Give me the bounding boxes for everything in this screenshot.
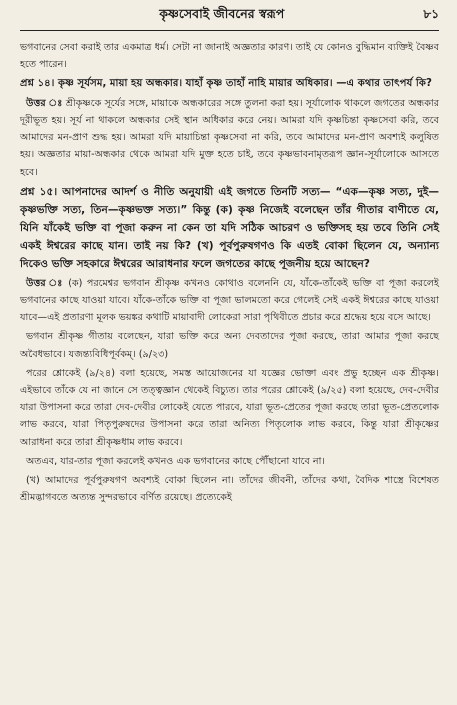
paragraph-text: পরের শ্লোকেই (৯/২৪) বলা হয়েছে, সমস্ত আয়োজনের যা যজ্ঞের ভোক্তা এবং প্রভু হচ্ছেন এক শ্রীকৃষ্ণ। এইভাবে তাঁকে যে না জানে সে তত্ত্বজ্ঞান থেকেই বিচ্যুত। তার পরের শ্লোকেই (৯/২৫) বলা হয়েছে, দেব-দেবীর যারা উপাসনা করে তারা দেব-দেবীর লোকেই যেতে পারবে, যারা ভূত-প্রেতের পূজা করছে তারা ভূত-প্রেতলোক লাভ করবে, যারা পিতৃপুরুষদের উপাসনা করে তারা অনিত্য পিতৃলোক লাভ করবে, কিন্তু যারা শ্রীকৃষ্ণের আরাধনা করে তারা শ্রীকৃষ্ণধাম লাভ করবে।	[20, 367, 439, 448]
question-15	[20, 183, 439, 273]
paragraph-text: ভগবান শ্রীকৃষ্ণ গীতায় বলেছেন, যারা ভক্তি করে অন্য দেবতাদের পূজা করছে, তারা আমার পূজা করছে অবৈধভাবে। যজন্ত্যবিধিপূর্বকম্। (৯/২৩)	[20, 331, 439, 360]
page-header	[20, 6, 439, 28]
header-rule	[20, 30, 439, 31]
paragraph-conclusion	[20, 453, 439, 470]
answer-text: (ক) পরমেশ্বর ভগবান শ্রীকৃষ্ণ কখনও কোথাও বলেননি যে, যাঁকে-তাঁকেই ভক্তি বা পূজা করলেই ভগবানের কাছে যাওয়া যাবে। যাঁকে-তাঁকে ভক্তি বা পূজা ভালমতো করে গেলেই সেই একই ঈশ্বরের কাছে যাওয়া যাবে—এই প্রতারণা মূলক ভয়ঙ্কর কথাটি মায়াবাদী লোকেরা সারা পৃথিবীতে প্রচার করে শ্রদ্ধেয় হয়ে বসে আছে।	[20, 277, 439, 324]
paragraph-text: (খ) আমাদের পূর্বপুরুষগণ অবশ্যই বোকা ছিলেন না। তাঁদের জীবনী, তাঁদের কথা, বৈদিক শাস্ত্রে বিশেষত শ্রীমদ্ভাগবতে অত্যন্ত সুন্দরভাবে বর্ণিত রয়েছে। প্রত্যেকেই	[20, 475, 439, 504]
page-header-title: কৃষ্ণসেবাই জীবনের স্বরূপ	[159, 6, 285, 21]
question-text: প্রশ্ন ১৫। আপনাদের আদর্শ ও নীতি অনুযায়ী এই জগতে তিনটি সত্য— “এক—কৃষ্ণ সত্য, দুই—কৃষ্ণভক্তি সত্য, তিন—কৃষ্ণভক্ত সত্য।” কিন্তু (ক) কৃষ্ণ নিজেই বলেছেন তাঁর গীতার বাণীতে যে, যিনি যাঁকেই ভক্তি বা পূজা করুন না কেন তা যদি সঠিক আচরণ ও ভক্তিসহ হয় তবে তিনি সেই একই ঈশ্বরের কাছে যান। তাই নয় কি? (খ) পূর্বপুরুষগণও কি এতই বোকা ছিলেন যে, অন্যান্য দিকেও ভক্তি সহকারে ঈশ্বরের আরাধনার ফলে জগতের কাছে পূজনীয় হয়ে আছেন?	[20, 185, 439, 270]
question-text: প্রশ্ন ১৪। কৃষ্ণ সূর্যসম, মায়া হয় অন্ধকার। যাহাঁ কৃষ্ণ তাহাঁ নাহি মায়ার অধিকার। —এ কথার তাৎপর্য কি?	[20, 78, 432, 90]
question-14	[20, 75, 439, 92]
paragraph-text: ভগবানের সেবা করাই তার একমাত্র ধর্ম। সেটা না জানাই অজ্ঞতার কারণ। তাই যে কোনও বুদ্ধিমান ব্যক্তিই বৈষ্ণব হতে পারেন।	[20, 42, 439, 71]
answer-15	[20, 275, 439, 327]
page-number: ৮১	[423, 7, 439, 21]
answer-text: শ্রীকৃষ্ণকে সূর্যের সঙ্গে, মায়াকে অন্ধকারের সঙ্গে তুলনা করা হয়। সূর্যালোক থাকলে জগতের অন্ধকার দূরীভূত হয়। সূর্য না থাকলে অন্ধকার সেই স্থান অধিকার করে নেয়। আমরা যদি কৃষ্ণচিন্তা কৃষ্ণসেবা করি, তবে আমাদের মন-প্রাণ শুদ্ধ হয়। আমরা যদি মায়াচিন্তা কৃষ্ণসেবা না করি, তবে আমাদের মন-প্রাণ অবশ্যই কলুষিত হয়। অজ্ঞতার মায়া-অন্ধকার থেকে আমরা যদি মুক্ত হতে চাই, তবে কৃষ্ণভাবনামৃতরূপ জ্ঞান-সূর্যালোকে আসতে হবে।	[20, 97, 439, 178]
answer-14	[20, 95, 439, 181]
paragraph-text: অতএব, যার-তার পূজা করলেই কখনও এক ভগবানের কাছে পৌঁছানো যাবে না।	[26, 455, 325, 467]
paragraph-1	[20, 39, 439, 73]
paragraph-next-verses	[20, 365, 439, 451]
answer-label: উত্তর ঃ	[26, 277, 64, 289]
answer-label: উত্তর ঃ	[26, 97, 63, 109]
paragraph-ancestors	[20, 472, 439, 506]
paragraph-gita-quote	[20, 328, 439, 362]
